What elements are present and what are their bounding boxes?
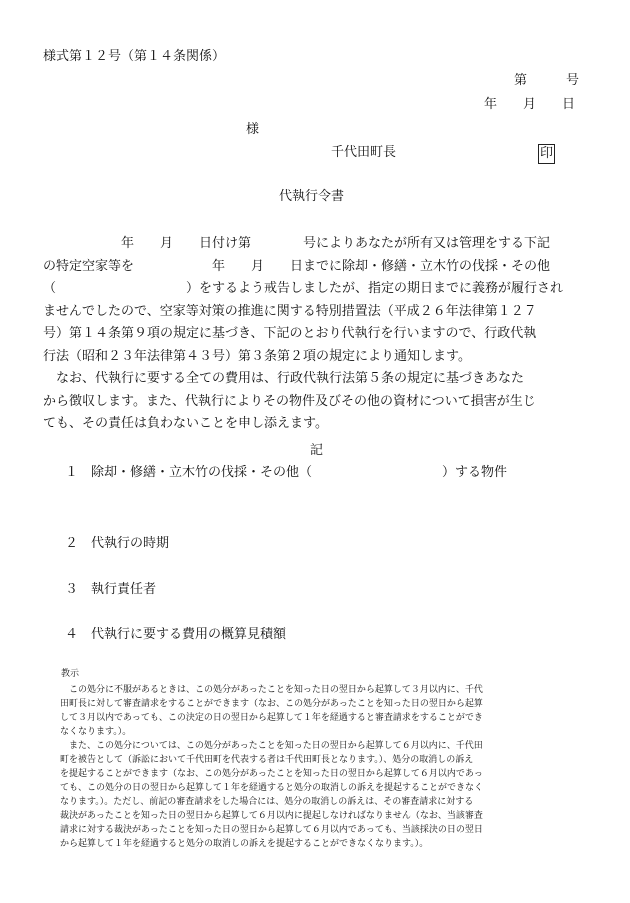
kyoji-text <box>60 683 580 851</box>
kyoji-line: この処分に不服があるときは、この処分があったことを知った日の翌日から起算して３月以内に、千代 <box>60 685 483 695</box>
kyoji-line: を提起することができます（なお、この処分があったことを知った日の翌日から起算して６月以内であっ <box>60 769 483 779</box>
body-line: 号）第１４条第９項の規定に基づき、下記のとおり代執行を行いますので、行政代執 <box>43 326 537 341</box>
document-title: 代執行令書 <box>279 189 345 204</box>
body-line: 行法（昭和２３年法律第４３号）第３条第２項の規定により通知します。 <box>43 348 471 364</box>
kyoji-title: 教示 <box>61 669 80 679</box>
body-paragraph <box>43 233 588 436</box>
body-line: の特定空家等を 年 月 日までに除却・修繕・立木竹の伐採・その他 <box>43 258 551 274</box>
kyoji-line: また、この処分については、この処分があったことを知った日の翌日から起算して６月以内に、千代田 <box>60 741 483 751</box>
item-2: ２ 代執行の時期 <box>65 536 170 551</box>
issuer-name: 千代田町長 <box>331 145 397 160</box>
kyoji-line: 請求に対する裁決があったことを知った日の翌日から起算して６月以内であっても、当該採決の日の翌日 <box>60 825 483 835</box>
body-line: から徴収します。また、代執行によりその物件及びその他の資材について損害が生じ <box>43 393 536 409</box>
body-line: （ ）をするよう戒告しましたが、指定の期日までに義務が履行され <box>43 281 564 296</box>
seal-text: 印 <box>538 144 555 164</box>
kyoji-line: 町を被告として（訴訟において千代田町を代表する者は千代田町長となります。）、処分の取消しの訴え <box>60 755 474 765</box>
kyoji-line: 裁決があったことを知った日の翌日から起算して６月以内に提起しなければなりません（なお、当該審査 <box>60 811 483 821</box>
document-number: 第 号 <box>514 73 580 88</box>
document-date: 年 月 日 <box>484 97 576 112</box>
kyoji-line: なります。）。ただし、前記の審査請求をした場合には、処分の取消しの訴えは、その審査請求に対する <box>60 797 474 807</box>
body-line: なお、代執行に要する全ての費用は、行政代執行法第５条の規定に基づきあなた <box>43 371 525 386</box>
ki-marker: 記 <box>310 443 324 458</box>
item-3: ３ 執行責任者 <box>65 582 157 597</box>
item-1: １ 除却・修繕・立木竹の伐採・その他（ ）する物件 <box>65 465 508 480</box>
body-line: ても、その責任は負わないことを申し添えます。 <box>43 416 328 431</box>
recipient-suffix: 様 <box>246 122 260 137</box>
kyoji-line: なくなります。）。 <box>60 727 132 737</box>
item-4: ４ 代執行に要する費用の概算見積額 <box>65 627 287 642</box>
form-label: 様式第１２号（第１４条関係） <box>43 49 226 64</box>
body-line: 年 月 日付け第 号によりあなたが所有又は管理をする下記 <box>43 236 551 251</box>
kyoji-line: から起算して１年を経過すると処分の取消しの訴えを提起することができなくなります。）。 <box>60 839 429 849</box>
body-line: ませんでしたので、空家等対策の推進に関する特別措置法（平成２６年法律第１２７ <box>43 303 537 319</box>
kyoji-line: 田町長に対して審査請求をすることができます（なお、この処分があったことを知った日の翌日から起算 <box>60 699 483 709</box>
kyoji-line: ても、この処分の日の翌日から起算して１年を経過すると処分の取消しの訴えを提起することができなく <box>60 783 484 793</box>
kyoji-line: して３月以内であっても、この決定の日の翌日から起算して１年を経過すると審査請求をすることができ <box>60 713 483 723</box>
seal-mark <box>538 142 555 164</box>
